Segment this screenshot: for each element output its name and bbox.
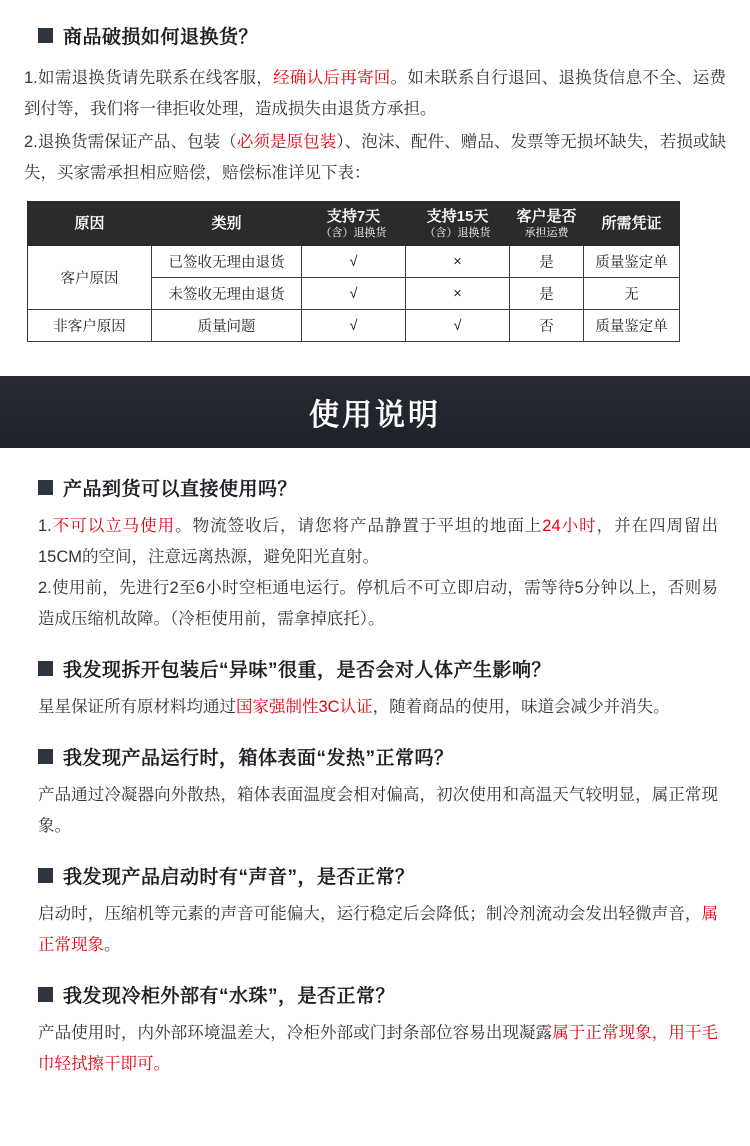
header-sub-text: 承担运费 xyxy=(524,226,569,239)
text-run: 1. xyxy=(38,517,52,535)
header-main-text: 类别 xyxy=(211,214,242,232)
policy-paragraph xyxy=(24,127,726,189)
return-policy-heading-text: 商品破损如何退换货？ xyxy=(63,27,259,48)
faq-question-5 xyxy=(38,981,726,1008)
faq-question-1 xyxy=(38,474,726,501)
header-sub-text: （含）退换货 xyxy=(424,226,491,239)
faq-question-text: 我发现产品运行时，箱体表面“发热”正常吗？ xyxy=(63,748,454,769)
text-run: 产品通过冷凝器向外散热，箱体表面温度会相对偏高，初次使用和高温天气较明显，属正常现象。 xyxy=(38,786,718,835)
faq-answer-paragraph xyxy=(38,511,718,573)
square-bullet-icon xyxy=(38,749,53,764)
faq-question-3 xyxy=(38,743,726,770)
cell-required-proof: 质量鉴定单 xyxy=(584,310,680,342)
compensation-table-body xyxy=(28,246,680,342)
text-run: 产品使用时，内外部环境温差大，冷柜外部或门封条部位容易出现凝露 xyxy=(38,1024,553,1042)
text-run: 1.如需退换货请先联系在线客服， xyxy=(24,69,274,87)
highlighted-text: 必须是原包装 xyxy=(236,133,337,151)
cell-support-15days: × xyxy=(406,278,510,310)
return-policy-paragraphs xyxy=(24,63,726,189)
cell-support-15days: √ xyxy=(406,310,510,342)
compensation-table-head xyxy=(28,202,680,246)
cell-category: 未签收无理由退货 xyxy=(152,278,302,310)
table-row xyxy=(28,246,680,278)
faq-answer-paragraph xyxy=(38,1018,718,1080)
table-row xyxy=(28,310,680,342)
cell-support-7days: √ xyxy=(302,278,406,310)
faq-answer-paragraph xyxy=(38,780,718,842)
cell-customer-freight: 是 xyxy=(510,246,584,278)
square-bullet-icon xyxy=(38,480,53,495)
header-main-text: 支持7天 xyxy=(326,207,381,225)
header-main-text: 客户是否 xyxy=(516,207,577,225)
table-header-row xyxy=(28,202,680,246)
return-policy-section xyxy=(0,0,750,368)
faq-question-text: 我发现产品启动时有“声音”，是否正常？ xyxy=(63,867,415,888)
text-run: 2.使用前，先进行2至6小时空柜通电运行。停机后不可立即启动，需等待5分钟以上，否则易造成压缩机故障。（冷柜使用前，需拿掉底托）。 xyxy=(38,579,718,628)
table-column-header xyxy=(510,202,584,246)
square-bullet-icon xyxy=(38,661,53,676)
highlighted-text: 24小时 xyxy=(542,517,597,535)
highlighted-text: 属正常现象 xyxy=(38,905,718,954)
faq-question-2 xyxy=(38,655,726,682)
cell-category: 已签收无理由退货 xyxy=(152,246,302,278)
faq-question-4 xyxy=(38,862,726,889)
cell-required-proof: 无 xyxy=(584,278,680,310)
return-policy-heading xyxy=(38,22,726,49)
highlighted-text: 经确认后再寄回 xyxy=(273,69,391,87)
cell-support-7days: √ xyxy=(302,246,406,278)
text-run: 星星保证所有原材料均通过 xyxy=(38,698,236,716)
compensation-table xyxy=(27,201,680,342)
header-main-text: 所需凭证 xyxy=(601,214,662,232)
cell-customer-freight: 否 xyxy=(510,310,584,342)
instructions-banner xyxy=(0,376,750,448)
table-column-header xyxy=(584,202,680,246)
highlighted-text: 属于正常现象，用干毛巾轻拭擦干即可。 xyxy=(38,1024,719,1073)
cell-customer-freight: 是 xyxy=(510,278,584,310)
faq-answer-paragraph xyxy=(38,692,718,723)
faq-question-text: 我发现冷柜外部有“水珠”，是否正常？ xyxy=(63,986,396,1007)
cell-category: 质量问题 xyxy=(152,310,302,342)
table-column-header xyxy=(152,202,302,246)
cell-support-7days: √ xyxy=(302,310,406,342)
square-bullet-icon xyxy=(38,868,53,883)
cell-support-15days: × xyxy=(406,246,510,278)
square-bullet-icon xyxy=(38,28,53,43)
cell-reason: 非客户原因 xyxy=(28,310,152,342)
text-run: 。 xyxy=(104,936,121,954)
highlighted-text: 国家强制性3C认证 xyxy=(236,698,373,716)
text-run: 。如未联系自行退回、退换货信息不全、运费到付等，我们将一律拒收处理，造成损失由退货方承担。 xyxy=(24,69,727,118)
header-main-text: 支持15天 xyxy=(426,207,489,225)
highlighted-text: 不可以立马使用 xyxy=(51,517,176,535)
text-run: ）、泡沫、配件、赠品、发票等无损坏缺失，若损或缺失，买家需承担相应赔偿，赔偿标准详见下表： xyxy=(24,133,727,182)
text-run: 。物流签收后，请您将产品静置于平坦的地面上 xyxy=(175,517,543,535)
table-column-header xyxy=(28,202,152,246)
faq-section xyxy=(0,448,750,1110)
table-column-header xyxy=(406,202,510,246)
faq-answer-paragraph xyxy=(38,573,718,635)
text-run: ，并在四周留出15CM的空间，注意远离热源，避免阳光直射。 xyxy=(38,517,719,566)
text-run: 2.退换货需保证产品、包装（ xyxy=(24,133,237,151)
header-main-text: 原因 xyxy=(74,214,105,232)
instructions-banner-title: 使用说明 xyxy=(309,399,441,432)
text-run: 启动时，压缩机等元素的声音可能偏大，运行稳定后会降低；制冷剂流动会发出轻微声音， xyxy=(38,905,702,923)
square-bullet-icon xyxy=(38,987,53,1002)
cell-required-proof: 质量鉴定单 xyxy=(584,246,680,278)
cell-reason: 客户原因 xyxy=(28,246,152,310)
table-column-header xyxy=(302,202,406,246)
faq-answer-paragraph xyxy=(38,899,718,961)
header-sub-text: （含）退换货 xyxy=(320,226,387,239)
faq-question-text: 我发现拆开包装后“异味”很重，是否会对人体产生影响？ xyxy=(63,660,552,681)
text-run: ，随着商品的使用，味道会减少并消失。 xyxy=(372,698,670,716)
faq-question-text: 产品到货可以直接使用吗？ xyxy=(63,479,298,500)
policy-paragraph xyxy=(24,63,726,125)
